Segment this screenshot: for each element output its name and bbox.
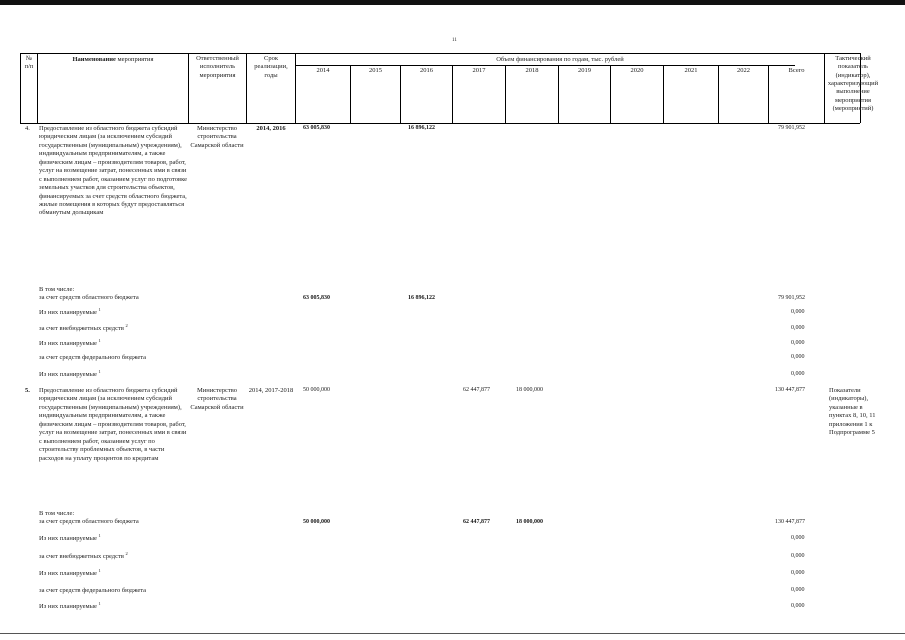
item5-sub-3-total: 0,000 (791, 570, 805, 576)
item5-indicator: Показатели (индикаторы), указанные в пунктах 8, 10, 11 приложения 1 к Подпрограмме 5 (829, 387, 876, 437)
item5-number: 5. (25, 387, 30, 394)
item4-sub-0-2016: 16 896,122 (408, 295, 435, 301)
header-year-2014: 2014 (316, 67, 330, 74)
header-top-line (20, 53, 860, 54)
item4-sub-3-label: Из них планируемые $^1$ (39, 337, 101, 347)
item5-sub-1-label: Из них планируемые $^1$ (39, 532, 101, 542)
item4-total: 79 901,952 (778, 125, 805, 131)
item5-sub-5-label: Из них планируемые $^1$ (39, 600, 101, 610)
item5-sub-0-total: 130 447,877 (775, 519, 805, 525)
header-year-2022: 2022 (737, 67, 750, 74)
item4-2014: 63 005,830 (303, 125, 330, 131)
item5-sub-4-label: за счет средств федерального бюджета (39, 587, 147, 594)
scan-top-border (0, 0, 905, 5)
header-name-rest: мероприятия (115, 56, 154, 63)
item5-sub-0-2014: 50 000,000 (303, 519, 330, 525)
item5-sub-0-2017: 62 447,877 (463, 519, 490, 525)
item4-number: 4. (25, 125, 30, 132)
item4-sub-4-total: 0,000 (791, 354, 805, 360)
item5-sub-2-total: 0,000 (791, 553, 805, 559)
header-year-2016: 2016 (420, 67, 433, 74)
item5-sub-2-label: за счет внебюджетных средств $^2$ (39, 550, 128, 560)
item4-term: 2014, 2016 (256, 125, 286, 132)
header-num: № п/п (24, 55, 34, 71)
item4-description: Предоставление из областного бюджета субсидий юридическим лицам (за исключением субсидий государственным (муниципальным) учреждениям), индивидуальным предпринимателям, а также физическим лицам – производителям товаров, работ, услуг на возмещение затрат, понесенных ими в связи с выполнением работ, оказанием услуг по подготовке земельных участков для строительства объектов, финансируемых за счет средств областного бюджета, жилые помещения в которых будут предоставляться обманутым дольщикам (39, 125, 187, 217)
page-number: 11 (452, 38, 457, 43)
header-year-2015: 2015 (369, 67, 382, 74)
item4-sub-1-label: Из них планируемые $^1$ (39, 306, 101, 316)
item4-sub-0-total: 79 901,952 (778, 295, 805, 301)
item4-sub-2-label: за счет внебюджетных средств $^2$ (39, 322, 128, 332)
header-year-2021: 2021 (684, 67, 698, 74)
header-indicator: Тактический показатель (индикатор), характеризующий выполнение мероприятия (мероприятий) (827, 55, 879, 112)
item4-2016: 16 896,122 (408, 125, 435, 131)
item5-responsible: Министерство строительства Самарской области (190, 387, 244, 411)
header-year-total: Всего (788, 67, 805, 74)
item5-sub-0-label: В том числе: за счет средств областного бюджета (39, 510, 139, 526)
item5-sub-4-total: 0,000 (791, 587, 805, 593)
header-years-line (295, 65, 795, 66)
item5-sub-5-total: 0,000 (791, 603, 805, 609)
item4-sub-2-total: 0,000 (791, 325, 805, 331)
item4-sub-5-label: Из них планируемые $^1$ (39, 368, 101, 378)
header-year-2020: 2020 (630, 67, 644, 74)
item4-sub-0-label: В том числе: за счет средств областного бюджета (39, 286, 139, 302)
item4-responsible: Министерство строительства Самарской области (190, 125, 244, 149)
item4-sub-0-2014: 63 005,830 (303, 295, 330, 301)
header-year-2019: 2019 (578, 67, 591, 74)
item5-term: 2014, 2017-2018 (248, 387, 294, 394)
header-responsible: Ответственный исполнитель мероприятия (196, 55, 239, 79)
header-term: Срок реализации, годы (254, 55, 288, 79)
item4-sub-1-total: 0,000 (791, 309, 805, 315)
scan-bottom-border (0, 633, 905, 634)
item5-2018: 18 000,000 (516, 387, 543, 393)
item4-sub-3-total: 0,000 (791, 340, 805, 346)
header-year-2017: 2017 (472, 67, 486, 74)
header-bottom-line (20, 123, 860, 124)
item5-sub-3-label: Из них планируемые $^1$ (39, 567, 101, 577)
header-name-bold: Наименование (72, 56, 116, 63)
item4-sub-4-label: за счет средств федерального бюджета (39, 354, 147, 361)
header-name (38, 56, 188, 64)
item5-total: 130 447,877 (775, 387, 805, 393)
item5-2014: 50 000,000 (303, 387, 330, 393)
item5-2017: 62 447,877 (463, 387, 490, 393)
item4-sub-5-total: 0,000 (791, 371, 805, 377)
item5-description: Предоставление из областного бюджета субсидий юридическим лицам (за исключением субсидий государственным (муниципальным) учреждениям), индивидуальным предпринимателям, а также физическим лицам – производителям товаров, работ, услуг на возмещение затрат, понесенных ими в связи с выполнением работ, оказанием услуг по строительству проблемных объектов, в части расходов на уплату процентов по кредитам (39, 387, 187, 462)
header-year-2018: 2018 (525, 67, 539, 74)
item5-sub-0-2018: 18 000,000 (516, 519, 543, 525)
header-funding: Объем финансирования по годам, тыс. рублей (496, 56, 624, 63)
item5-sub-1-total: 0,000 (791, 535, 805, 541)
